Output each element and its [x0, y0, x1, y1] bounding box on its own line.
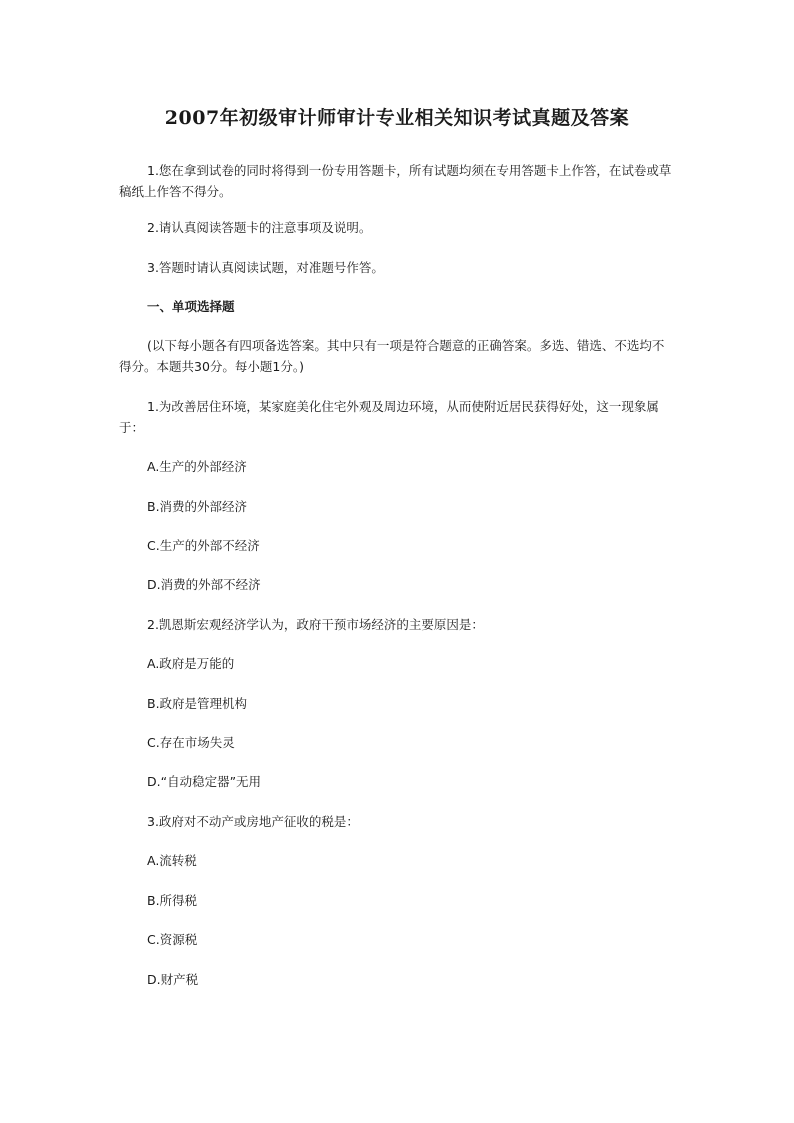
question-2-option-b: B.政府是管理机构: [147, 696, 248, 711]
question-3-option-c: C.资源税: [147, 932, 198, 947]
question-1-option-d: D.消费的外部不经济: [147, 577, 261, 592]
question-1-option-a: A.生产的外部经济: [147, 459, 247, 474]
question-1-stem: 1.为改善居住环境，某家庭美化住宅外观及周边环境，从而使附近居民获得好处，这一现象属于：: [119, 399, 659, 435]
question-1-option-c: C.生产的外部不经济: [147, 538, 260, 553]
question-3-option-a: A.流转税: [147, 853, 197, 868]
instruction-1: 1.您在拿到试卷的同时将得到一份专用答题卡，所有试题均须在专用答题卡上作答，在试卷或草稿纸上作答不得分。: [119, 163, 672, 199]
section-heading: 一、单项选择题: [147, 299, 235, 314]
question-3-option-d: D.财产税: [147, 972, 199, 987]
question-3-option-b: B.所得税: [147, 893, 198, 908]
document-title: 2007年初级审计师审计专业相关知识考试真题及答案: [164, 107, 630, 129]
question-2-option-d: D.“自动稳定器”无用: [147, 774, 262, 789]
question-1-option-b: B.消费的外部经济: [147, 499, 248, 514]
instruction-3: 3.答题时请认真阅读试题，对准题号作答。: [147, 260, 384, 275]
instruction-2: 2.请认真阅读答题卡的注意事项及说明。: [147, 220, 372, 235]
question-2-stem: 2.凯恩斯宏观经济学认为，政府干预市场经济的主要原因是：: [147, 617, 484, 632]
section-note: (以下每小题各有四项备选答案。其中只有一项是符合题意的正确答案。多选、错选、不选均不得分。本题共30分。每小题1分。): [119, 338, 665, 374]
question-2-option-a: A.政府是万能的: [147, 656, 235, 671]
question-2-option-c: C.存在市场失灵: [147, 735, 235, 750]
question-3-stem: 3.政府对不动产或房地产征收的税是：: [147, 814, 359, 829]
